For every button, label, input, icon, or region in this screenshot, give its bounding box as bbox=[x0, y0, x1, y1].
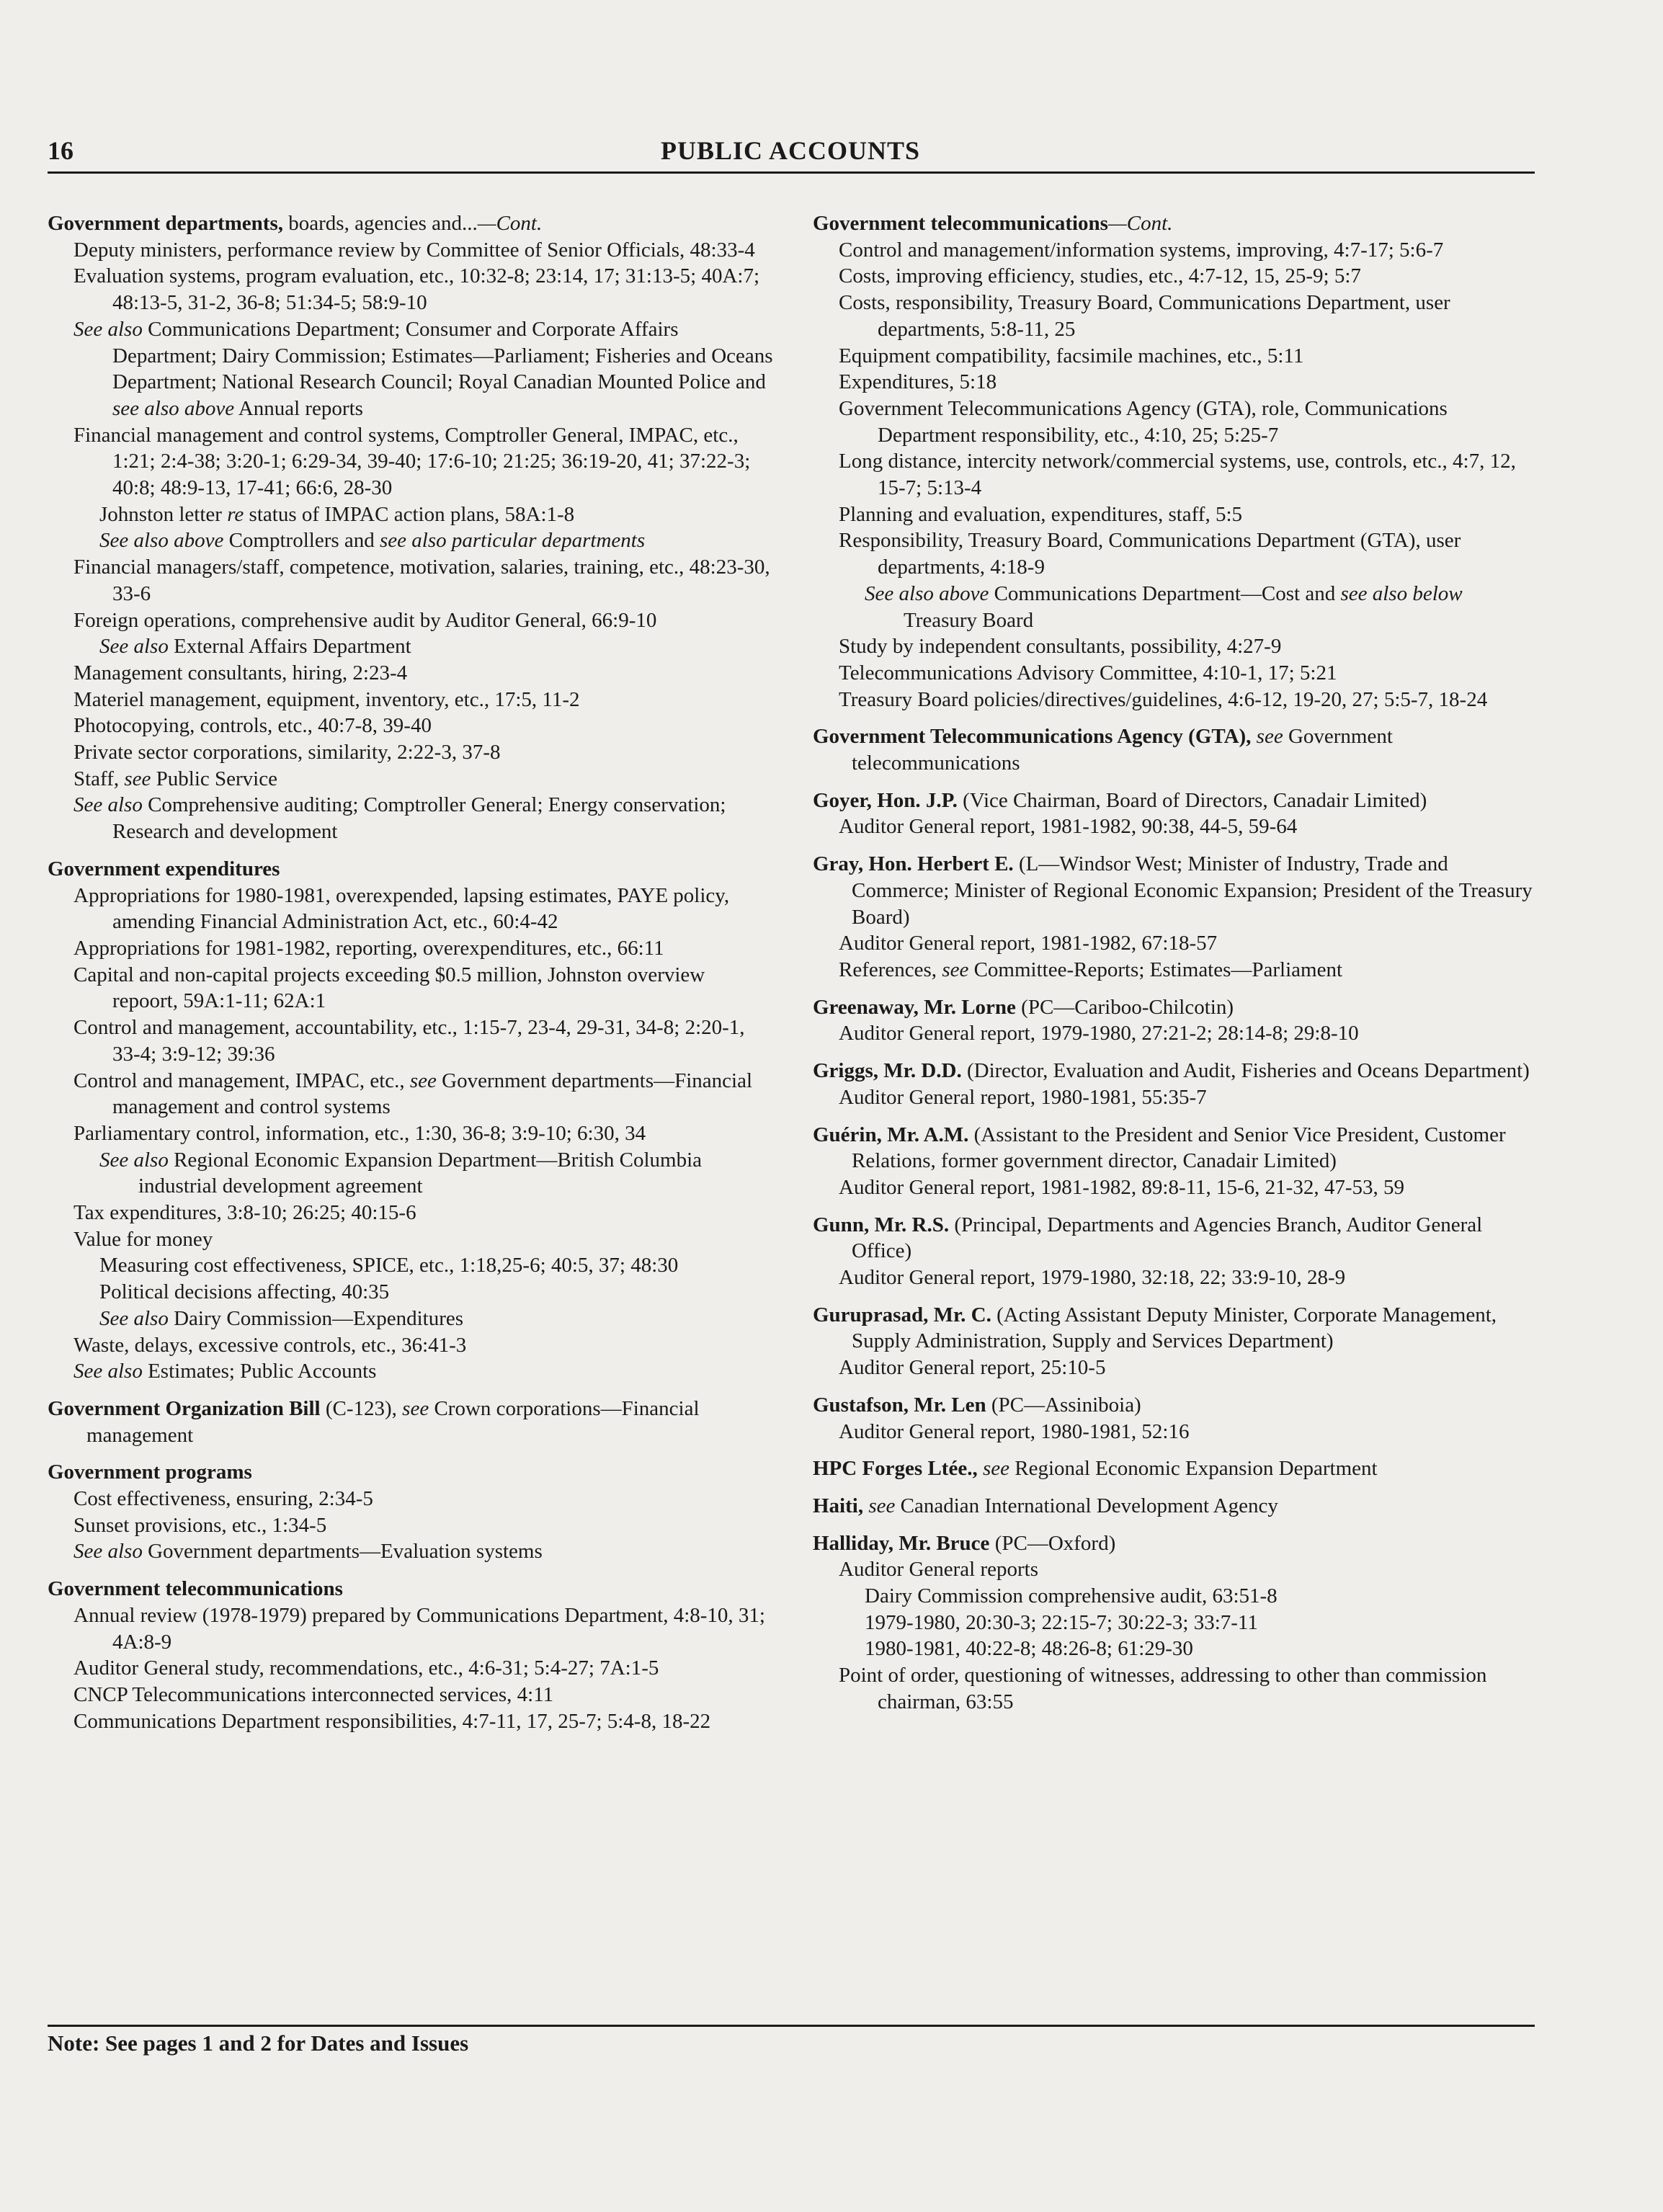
subentry-text: Deputy ministers, performance review by Committee of Senior Officials, 48:33-4 bbox=[73, 238, 755, 262]
subentry-text: Control and management, IMPAC, etc., bbox=[73, 1069, 410, 1092]
subentry bbox=[48, 1014, 775, 1067]
heading-term: Government Organization Bill bbox=[48, 1396, 321, 1420]
subentry bbox=[48, 263, 775, 316]
subentry bbox=[813, 448, 1541, 501]
index-entry bbox=[48, 1459, 775, 1565]
subentry bbox=[813, 1174, 1541, 1201]
subentry bbox=[48, 1682, 775, 1708]
subentry-text: Government departments—Financial management and control systems bbox=[112, 1069, 753, 1119]
subentry bbox=[48, 792, 775, 844]
heading-text: (C-123), bbox=[320, 1396, 403, 1420]
subentry-text: References, bbox=[839, 958, 942, 981]
subentry bbox=[813, 263, 1541, 290]
subentry-text: Annual reports bbox=[234, 396, 363, 420]
subentry bbox=[813, 369, 1541, 396]
index-entry bbox=[813, 1122, 1541, 1201]
subentry bbox=[813, 1355, 1541, 1381]
cross-reference-marker: see bbox=[977, 1457, 1009, 1481]
subentry-text: Sunset provisions, etc., 1:34-5 bbox=[73, 1513, 327, 1537]
subentry bbox=[48, 501, 775, 528]
subentry-text: Responsibility, Treasury Board, Communications Department (GTA), user departments, 4:18-9 bbox=[839, 529, 1461, 579]
subentry-text: Staff, bbox=[73, 767, 125, 790]
subentry-text: Government Telecommunications Agency (GTA), role, Communications Department responsibility, etc., 4:10, 25; 5:25-7 bbox=[839, 396, 1448, 447]
heading-text: (Vice Chairman, Board of Directors, Canadair Limited) bbox=[957, 788, 1427, 812]
heading-text: Canadian International Development Agency bbox=[895, 1494, 1278, 1517]
subentry-text: Costs, improving efficiency, studies, etc., 4:7-12, 15, 25-9; 5:7 bbox=[839, 264, 1361, 288]
entry-heading bbox=[813, 851, 1541, 930]
heading-text: (PC—Cariboo-Chilcotin) bbox=[1015, 995, 1234, 1019]
subentry-text: Study by independent consultants, possibility, 4:27-9 bbox=[839, 635, 1282, 659]
subentry-text: Comptrollers and bbox=[223, 529, 380, 553]
entry-heading bbox=[813, 1302, 1541, 1355]
subentry-text: Auditor General study, recommendations, etc., 4:6-31; 5:4-27; 7A:1-5 bbox=[73, 1656, 659, 1680]
heading-term: HPC Forges Ltée., bbox=[813, 1457, 978, 1481]
heading-term: Government Telecommunications Agency (GTA), bbox=[813, 725, 1252, 749]
subentry-text: Control and management, accountability, etc., 1:15-7, 23-4, 29-31, 34-8; 2:20-1, 33-4; 3:9-12; 39:36 bbox=[73, 1016, 745, 1066]
subentry bbox=[813, 687, 1541, 713]
subentry bbox=[813, 930, 1541, 957]
heading-term: Gunn, Mr. R.S. bbox=[813, 1213, 950, 1236]
index-entry bbox=[48, 856, 775, 1385]
page-header bbox=[48, 135, 1533, 170]
subentry-text: Government departments—Evaluation systems bbox=[142, 1540, 543, 1564]
cross-reference-marker: see bbox=[942, 958, 969, 981]
subentry bbox=[813, 813, 1541, 840]
subentry-text: Communications Department responsibilities, 4:7-11, 17, 25-7; 5:4-8, 18-22 bbox=[73, 1709, 711, 1733]
entry-heading bbox=[813, 723, 1541, 776]
subentry bbox=[813, 527, 1541, 580]
index-entry bbox=[813, 1058, 1541, 1110]
subentry-text: Financial managers/staff, competence, motivation, salaries, training, etc., 48:23-30, 33-6 bbox=[73, 556, 770, 605]
index-column-left bbox=[48, 210, 775, 1734]
cross-reference-marker: See also bbox=[73, 1540, 143, 1564]
subentry-text: Expenditures, 5:18 bbox=[839, 370, 997, 394]
cross-reference-marker: see bbox=[1251, 725, 1283, 749]
subentry-text: Control and management/information systems, improving, 4:7-17; 5:6-7 bbox=[839, 238, 1444, 262]
heading-term: Guérin, Mr. A.M. bbox=[813, 1123, 969, 1146]
subentry-text: Dairy Commission—Expenditures bbox=[168, 1306, 464, 1330]
entry-heading bbox=[48, 1396, 775, 1448]
subentry bbox=[48, 607, 775, 634]
heading-text: Regional Economic Expansion Department bbox=[1009, 1457, 1378, 1481]
subentry bbox=[48, 1486, 775, 1512]
subentry bbox=[813, 396, 1541, 448]
subentry bbox=[813, 1583, 1541, 1610]
subentry-text: Regional Economic Expansion Department—British Columbia industrial development agreement bbox=[138, 1148, 703, 1198]
heading-text: (PC—Assiniboia) bbox=[986, 1393, 1141, 1417]
heading-term: Guruprasad, Mr. C. bbox=[813, 1303, 991, 1326]
subentry bbox=[813, 1084, 1541, 1111]
subentry-text: Cost effectiveness, ensuring, 2:34-5 bbox=[73, 1487, 373, 1511]
heading-term: Government programs bbox=[48, 1460, 252, 1484]
subentry-text: Point of order, questioning of witnesses, addressing to other than commission chairman, 63:55 bbox=[839, 1664, 1487, 1713]
subentry bbox=[813, 237, 1541, 264]
subentry bbox=[813, 660, 1541, 687]
heading-text: boards, agencies and... bbox=[283, 212, 478, 235]
subentry bbox=[48, 1358, 775, 1385]
subentry bbox=[813, 1419, 1541, 1445]
heading-term: Haiti, bbox=[813, 1494, 864, 1517]
index-entry bbox=[813, 1455, 1541, 1482]
heading-term: Greenaway, Mr. Lorne bbox=[813, 995, 1016, 1019]
page-number: 16 bbox=[48, 136, 73, 165]
subentry-text: Auditor General report, 25:10-5 bbox=[839, 1356, 1106, 1380]
index-entry bbox=[813, 1392, 1541, 1445]
subentry-text: Communications Department—Cost and bbox=[989, 581, 1341, 605]
subentry bbox=[48, 1068, 775, 1120]
subentry-text: Tax expenditures, 3:8-10; 26:25; 40:15-6 bbox=[73, 1201, 416, 1225]
heading-text: Crown corporations—Financial management bbox=[86, 1396, 700, 1447]
heading-text: (PC—Oxford) bbox=[989, 1531, 1116, 1555]
subentry-text: Auditor General report, 1980-1981, 55:35-7 bbox=[839, 1085, 1207, 1109]
index-entry bbox=[813, 1212, 1541, 1291]
subentry bbox=[48, 1602, 775, 1655]
subentry-text: Public Service bbox=[151, 767, 277, 790]
subentry-text: Estimates; Public Accounts bbox=[142, 1360, 377, 1383]
subentry-text: Management consultants, hiring, 2:23-4 bbox=[73, 661, 408, 684]
heading-term: Griggs, Mr. D.D. bbox=[813, 1059, 962, 1083]
subentry bbox=[813, 581, 1541, 633]
heading-text: (Acting Assistant Deputy Minister, Corporate Management, Supply Administration, Supply and Services Department) bbox=[852, 1303, 1497, 1353]
subentry bbox=[48, 237, 775, 264]
subentry-text: Johnston letter bbox=[99, 502, 228, 526]
subentry bbox=[48, 1147, 775, 1200]
cross-reference-marker: See also bbox=[73, 793, 143, 817]
subentry bbox=[48, 1279, 775, 1306]
subentry bbox=[813, 290, 1541, 342]
subentry-text: 1980-1981, 40:22-8; 48:26-8; 61:29-30 bbox=[865, 1637, 1193, 1661]
subentry-text: Treasury Board bbox=[904, 608, 1034, 632]
index-entry bbox=[813, 1493, 1541, 1520]
subentry-text: Political decisions affecting, 40:35 bbox=[99, 1280, 390, 1304]
cross-reference-marker: see bbox=[863, 1494, 896, 1517]
subentry-text: Annual review (1978-1979) prepared by Communications Department, 4:8-10, 31; 4A:8-9 bbox=[73, 1603, 765, 1654]
cross-reference-marker: see bbox=[124, 767, 151, 790]
heading-continued: —Cont. bbox=[1107, 212, 1173, 235]
subentry bbox=[48, 1226, 775, 1253]
subentry-text: Evaluation systems, program evaluation, etc., 10:32-8; 23:14, 17; 31:13-5; 40A:7; 48:13-5, 31-2, 36-8; 51:34-5; 58:9-10 bbox=[73, 264, 760, 315]
subentry-text: Appropriations for 1980-1981, overexpended, lapsing estimates, PAYE policy, amending Financial Administration Act, etc., 60:4-42 bbox=[73, 883, 730, 934]
index-entry bbox=[813, 1530, 1541, 1716]
cross-reference-marker: See also bbox=[99, 635, 169, 659]
subentry bbox=[48, 633, 775, 660]
subentry-text: Auditor General report, 1980-1981, 52:16 bbox=[839, 1419, 1190, 1443]
subentry-text: Auditor General report, 1981-1982, 89:8-11, 15-6, 21-32, 47-53, 59 bbox=[839, 1175, 1404, 1199]
subentry-text: Long distance, intercity network/commercial systems, use, controls, etc., 4:7, 12, 15-7; 5:13-4 bbox=[839, 450, 1516, 500]
subentry bbox=[48, 554, 775, 607]
subentry bbox=[48, 1120, 775, 1147]
subentry-text: Waste, delays, excessive controls, etc., 36:41-3 bbox=[73, 1333, 467, 1357]
cross-reference-marker: see also particular departments bbox=[380, 529, 646, 553]
subentry-text: Equipment compatibility, facsimile machines, etc., 5:11 bbox=[839, 344, 1304, 367]
subentry bbox=[48, 1306, 775, 1332]
heading-term: Government expenditures bbox=[48, 857, 280, 880]
subentry bbox=[48, 1332, 775, 1359]
entry-heading bbox=[813, 1122, 1541, 1174]
cross-reference-marker: See also above bbox=[99, 529, 224, 553]
heading-term: Government departments, bbox=[48, 212, 284, 235]
subentry bbox=[48, 1538, 775, 1565]
heading-text: (Assistant to the President and Senior Vice President, Customer Relations, former government director, Canadair Limited) bbox=[852, 1123, 1506, 1173]
subentry-text: Auditor General report, 1979-1980, 27:21-2; 28:14-8; 29:8-10 bbox=[839, 1022, 1359, 1045]
index-column-right bbox=[813, 210, 1541, 1716]
cross-reference-marker: see also below bbox=[1340, 581, 1463, 605]
subentry-text: CNCP Telecommunications interconnected services, 4:11 bbox=[73, 1682, 554, 1706]
footer-rule bbox=[48, 2025, 1535, 2027]
subentry bbox=[813, 1265, 1541, 1291]
heading-text: (Principal, Departments and Agencies Branch, Auditor General Office) bbox=[852, 1213, 1483, 1263]
subentry bbox=[48, 687, 775, 713]
subentry-text: 1979-1980, 20:30-3; 22:15-7; 30:22-3; 33:7-11 bbox=[865, 1610, 1258, 1634]
subentry bbox=[813, 1662, 1541, 1715]
heading-term: Gray, Hon. Herbert E. bbox=[813, 852, 1014, 876]
subentry-text: status of IMPAC action plans, 58A:1-8 bbox=[244, 502, 575, 526]
cross-reference-marker: see bbox=[402, 1396, 429, 1420]
cross-reference-marker: See also bbox=[73, 317, 143, 341]
heading-term: Halliday, Mr. Bruce bbox=[813, 1531, 990, 1555]
entry-heading bbox=[813, 1392, 1541, 1419]
subentry-text: Planning and evaluation, expenditures, staff, 5:5 bbox=[839, 502, 1243, 526]
cross-reference-marker: See also bbox=[99, 1306, 169, 1330]
subentry-text: Treasury Board policies/directives/guidelines, 4:6-12, 19-20, 27; 5:5-7, 18-24 bbox=[839, 687, 1488, 711]
subentry-text: Auditor General report, 1981-1982, 90:38, 44-5, 59-64 bbox=[839, 815, 1298, 839]
running-title: PUBLIC ACCOUNTS bbox=[660, 136, 921, 165]
subentry-text: Capital and non-capital projects exceeding $0.5 million, Johnston overview repoort, 59A:1-11; 62A:1 bbox=[73, 963, 705, 1013]
subentry-text: Financial management and control systems, Comptroller General, IMPAC, etc., 1:21; 2:4-38; 3:20-1; 6:29-34, 39-40; 17:6-10; 21:25; 36:19-20, 41; 37:22-3; 40:8; 48:9-13, 17-41; 66:6, 28-30 bbox=[73, 423, 751, 500]
entry-heading bbox=[813, 1530, 1541, 1557]
entry-heading bbox=[48, 1459, 775, 1486]
subentry bbox=[48, 766, 775, 793]
cross-reference-marker: See also above bbox=[865, 581, 989, 605]
index-entry bbox=[813, 1302, 1541, 1381]
subentry bbox=[813, 1556, 1541, 1583]
cross-reference-marker: see bbox=[409, 1069, 437, 1092]
subentry-text: Photocopying, controls, etc., 40:7-8, 39-40 bbox=[73, 714, 432, 738]
cross-reference-marker: re bbox=[227, 502, 244, 526]
index-entry bbox=[813, 723, 1541, 776]
heading-term: Goyer, Hon. J.P. bbox=[813, 788, 958, 812]
subentry-text: Costs, responsibility, Treasury Board, Communications Department, user departments, 5:8-11, 25 bbox=[839, 291, 1450, 341]
entry-heading bbox=[813, 788, 1541, 814]
heading-text: (L—Windsor West; Minister of Industry, Trade and Commerce; Minister of Regional Economic Expansion; President of the Treasury Board) bbox=[852, 852, 1533, 929]
subentry-text: Appropriations for 1981-1982, reporting, overexpenditures, etc., 66:11 bbox=[73, 936, 664, 960]
index-entry bbox=[48, 1396, 775, 1448]
subentry bbox=[48, 962, 775, 1014]
subentry bbox=[48, 1200, 775, 1226]
subentry bbox=[813, 1636, 1541, 1662]
subentry bbox=[813, 1610, 1541, 1636]
index-entry bbox=[813, 210, 1541, 713]
subentry bbox=[813, 1020, 1541, 1047]
entry-heading bbox=[813, 994, 1541, 1021]
subentry-text: Communications Department; Consumer and Corporate Affairs Department; Dairy Commission; Estimates—Parliament; Fisheries and Oceans Department; National Research Council; Royal Canadian Mounted Police and bbox=[112, 317, 773, 394]
index-entry bbox=[48, 210, 775, 845]
subentry-text: Telecommunications Advisory Committee, 4:10-1, 17; 5:21 bbox=[839, 661, 1337, 684]
subentry bbox=[48, 935, 775, 962]
index-entry bbox=[813, 788, 1541, 840]
header-rule bbox=[48, 171, 1535, 174]
entry-heading bbox=[813, 1455, 1541, 1482]
heading-term: Government telecommunications bbox=[48, 1577, 343, 1601]
entry-heading bbox=[48, 210, 775, 237]
subentry bbox=[48, 1252, 775, 1279]
subentry-text: Measuring cost effectiveness, SPICE, etc., 1:18,25-6; 40:5, 37; 48:30 bbox=[99, 1254, 679, 1277]
subentry-text: Private sector corporations, similarity, 2:22-3, 37-8 bbox=[73, 741, 501, 764]
entry-heading bbox=[48, 856, 775, 883]
subentry bbox=[48, 1512, 775, 1539]
entry-heading bbox=[813, 1493, 1541, 1520]
subentry-text: Value for money bbox=[73, 1227, 213, 1251]
subentry-text: Committee-Reports; Estimates—Parliament bbox=[968, 958, 1343, 981]
subentry bbox=[48, 422, 775, 501]
subentry bbox=[813, 501, 1541, 528]
index-entry bbox=[813, 851, 1541, 984]
entry-heading bbox=[813, 210, 1541, 237]
index-entry bbox=[813, 994, 1541, 1047]
heading-text: (Director, Evaluation and Audit, Fisheries and Oceans Department) bbox=[961, 1059, 1530, 1083]
heading-text: Government telecommunications bbox=[852, 725, 1393, 775]
subentry-text: Auditor General reports bbox=[839, 1558, 1039, 1582]
cross-reference-marker: See also bbox=[73, 1360, 143, 1383]
entry-heading bbox=[48, 1576, 775, 1602]
subentry bbox=[48, 316, 775, 422]
subentry-text: Auditor General report, 1979-1980, 32:18, 22; 33:9-10, 28-9 bbox=[839, 1266, 1346, 1290]
footer-note: Note: See pages 1 and 2 for Dates and Issues bbox=[48, 2030, 469, 2056]
subentry bbox=[48, 660, 775, 687]
index-entry bbox=[48, 1576, 775, 1734]
entry-heading bbox=[813, 1058, 1541, 1084]
subentry bbox=[48, 1708, 775, 1735]
subentry-text: External Affairs Department bbox=[168, 635, 411, 659]
subentry-text: Auditor General report, 1981-1982, 67:18-57 bbox=[839, 932, 1218, 955]
subentry bbox=[813, 957, 1541, 984]
heading-term: Government telecommunications bbox=[813, 212, 1108, 235]
subentry-text: Comprehensive auditing; Comptroller General; Energy conservation; Research and development bbox=[112, 793, 726, 844]
subentry bbox=[48, 1655, 775, 1682]
subentry bbox=[48, 739, 775, 766]
subentry-text: Dairy Commission comprehensive audit, 63:51-8 bbox=[865, 1584, 1278, 1608]
subentry-text: Parliamentary control, information, etc., 1:30, 36-8; 3:9-10; 6:30, 34 bbox=[73, 1121, 646, 1145]
subentry bbox=[48, 527, 775, 554]
cross-reference-marker: See also bbox=[99, 1148, 169, 1172]
heading-term: Gustafson, Mr. Len bbox=[813, 1393, 986, 1417]
subentry bbox=[813, 343, 1541, 370]
cross-reference-marker: see also above bbox=[112, 396, 235, 420]
subentry-text: Foreign operations, comprehensive audit by Auditor General, 66:9-10 bbox=[73, 608, 657, 632]
heading-continued: —Cont. bbox=[477, 212, 543, 235]
entry-heading bbox=[813, 1212, 1541, 1265]
subentry bbox=[48, 883, 775, 935]
subentry-text: Materiel management, equipment, inventory, etc., 17:5, 11-2 bbox=[73, 687, 580, 711]
subentry bbox=[48, 713, 775, 739]
subentry bbox=[813, 633, 1541, 660]
